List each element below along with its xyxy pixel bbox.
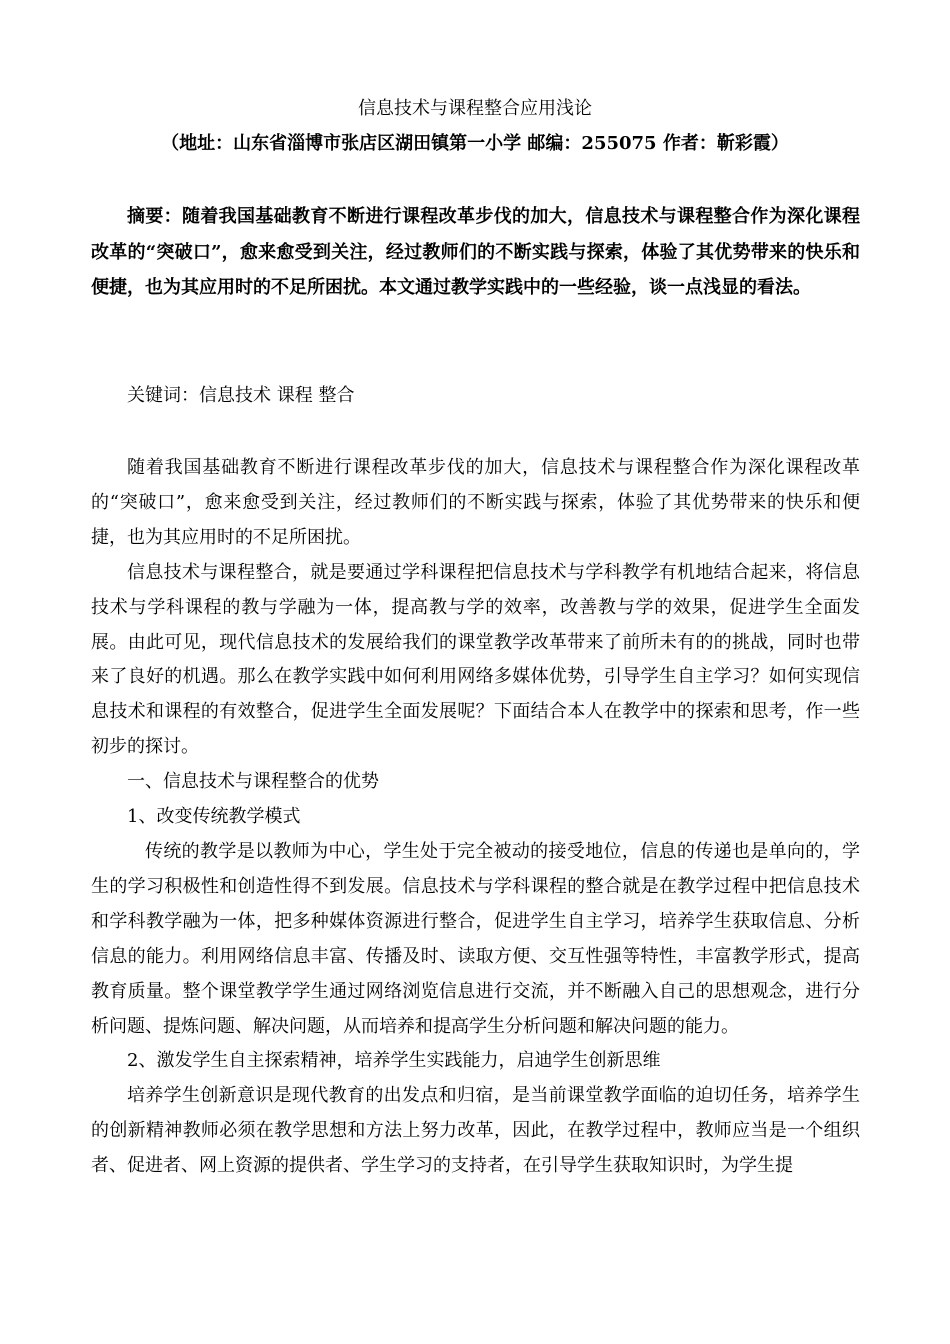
body-paragraph-intro: 随着我国基础教育不断进行课程改革步伐的加大，信息技术与课程整合作为深化课程改革的“突破口”，愈来愈受到关注，经过教师们的不断实践与探索，体验了其优势带来的快乐和便捷，也为其应用时的不足所困扰。 bbox=[91, 457, 860, 548]
author-address-line: （地址：山东省淄博市张店区湖田镇第一小学 邮编：255075 作者：靳彩霞） bbox=[161, 133, 789, 154]
body-paragraph-traditional-teaching: 传统的教学是以教师为中心，学生处于完全被动的接受地位，信息的传递也是单向的，学生的学习积极性和创造性得不到发展。信息技术与学科课程的整合就是在教学过程中把信息技术和学科教学融为一体，把多种媒体资源进行整合，促进学生自主学习，培养学生获取信息、分析信息的能力。利用网络信息丰富、传播及时、读取方便、交互性强等特性，丰富教学形式，提高教育质量。整个课堂教学学生通过网络浏览信息进行交流，并不断融入自己的思想观念，进行分析问题、提炼问题、解决问题，从而培养和提高学生分析问题和解决问题的能力。 bbox=[91, 840, 860, 1037]
subsection-heading-1: 1、改变传统教学模式 bbox=[127, 806, 301, 828]
body-text bbox=[91, 451, 860, 1184]
body-paragraph-innovation: 培养学生创新意识是现代教育的出发点和归宿，是当前课堂教学面临的迫切任务，培养学生的创新精神教师必须在教学思想和方法上努力改革，因此，在教学过程中，教师应当是一个组织者、促进者、网上资源的提供者、学生学习的支持者，在引导学生获取知识时，为学生提 bbox=[91, 1085, 860, 1177]
section-heading-advantages: 一、信息技术与课程整合的优势 bbox=[127, 771, 379, 793]
body-paragraph-definition: 信息技术与课程整合，就是要通过学科课程把信息技术与学科教学有机地结合起来，将信息技术与学科课程的教与学融为一体，提高教与学的效率，改善教与学的效果，促进学生全面发展。由此可见，现代信息技术的发展给我们的课堂教学改革带来了前所未有的的挑战，同时也带来了良好的机遇。那么在教学实践中如何利用网络多媒体优势，引导学生自主学习？如何实现信息技术和课程的有效整合，促进学生全面发展呢？下面结合本人在教学中的探索和思考，作一些初步的探讨。 bbox=[91, 561, 860, 758]
document-title: 信息技术与课程整合应用浅论 bbox=[358, 98, 592, 119]
abstract-paragraph: 摘要：随着我国基础教育不断进行课程改革步伐的加大，信息技术与课程整合作为深化课程改革的“突破口”，愈来愈受到关注，经过教师们的不断实践与探索，体验了其优势带来的快乐和便捷，也为其应用时的不足所困扰。本文通过教学实践中的一些经验，谈一点浅显的看法。 bbox=[91, 206, 860, 298]
keywords-line: 关键词：信息技术 课程 整合 bbox=[127, 385, 355, 406]
subsection-heading-2: 2、激发学生自主探索精神，培养学生实践能力，启迪学生创新思维 bbox=[127, 1050, 661, 1072]
